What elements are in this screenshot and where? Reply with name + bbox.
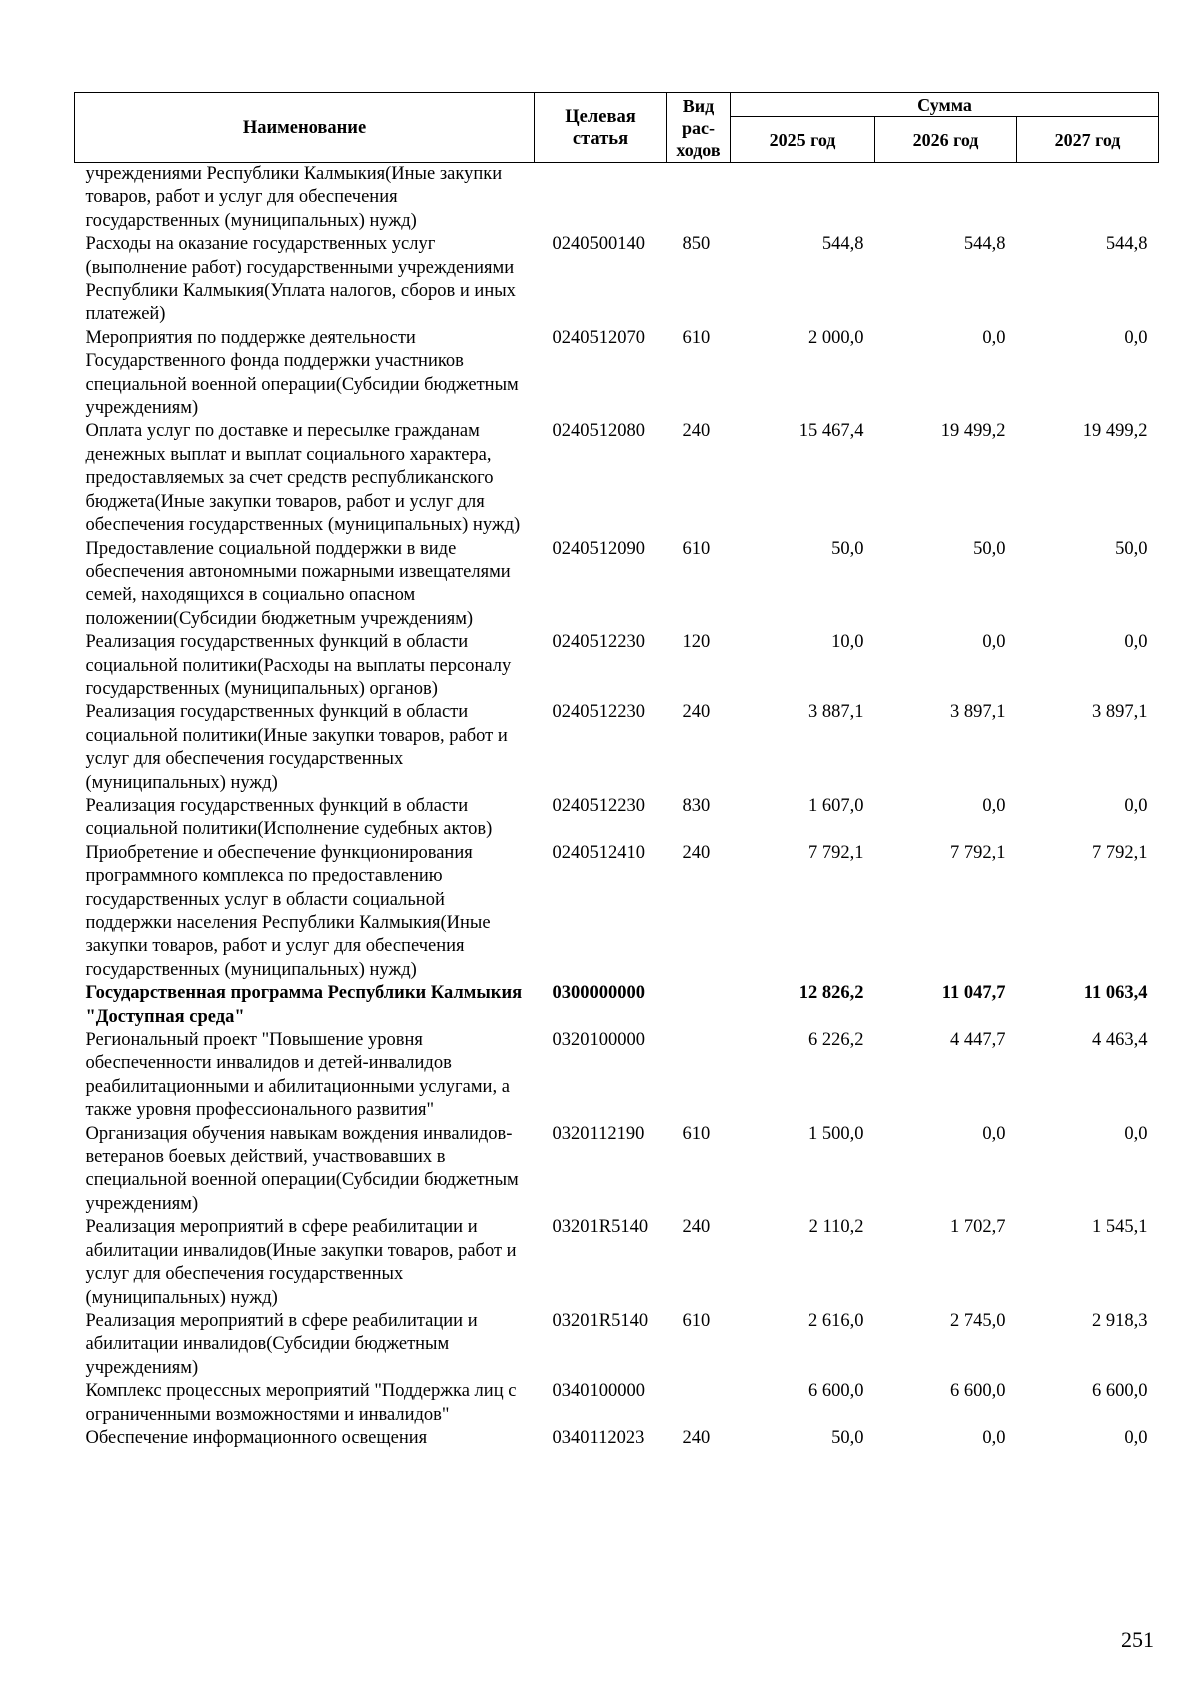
row-code: 0320112190 <box>552 1123 645 1144</box>
row-value-2027: 4 463,4 <box>1092 1030 1148 1051</box>
row-name: Приобретение и обеспечение функционирования программного комплекса по предоставлению государственных услуг в области социальной поддержки населения Республики Калмыкия(Иные закупки товаров, работ и услуг для обеспечения государственных (муниципальных) нужд) <box>85 842 491 980</box>
row-code: 0240512070 <box>552 327 645 348</box>
table-row <box>75 233 1159 327</box>
row-kind: 240 <box>682 702 711 723</box>
table-header <box>75 93 1159 163</box>
row-name: Предоставление социальной поддержки в виде обеспечения автономными пожарными извещателями семей, находящихся в социально опасном положении(Субсидии бюджетным учреждениям) <box>85 538 511 629</box>
row-value-2026: 3 897,1 <box>950 702 1006 723</box>
header-year-2027: 2027 год <box>1017 117 1159 163</box>
table-row <box>75 631 1159 701</box>
row-kind: 850 <box>682 234 711 255</box>
row-value-2026: 50,0 <box>973 538 1006 559</box>
row-value-2027: 6 600,0 <box>1092 1381 1148 1402</box>
header-sum: Сумма <box>731 93 1159 117</box>
table-row <box>75 1427 1159 1450</box>
row-kind: 240 <box>682 421 711 442</box>
row-value-2027: 544,8 <box>1105 234 1148 255</box>
row-code: 0240500140 <box>552 234 645 255</box>
row-value-2027: 11 063,4 <box>1083 983 1148 1004</box>
row-code <box>535 163 667 234</box>
row-code: 0240512230 <box>552 702 645 723</box>
row-code: 0340100000 <box>552 1381 645 1402</box>
row-code: 0240512080 <box>552 421 645 442</box>
header-year-2025: 2025 год <box>731 117 875 163</box>
header-year-2026: 2026 год <box>875 117 1017 163</box>
row-value-2027: 1 545,1 <box>1092 1217 1148 1238</box>
row-name: Реализация государственных функций в области социальной политики(Исполнение судебных актов) <box>85 795 493 840</box>
row-value-2027 <box>1017 163 1159 234</box>
row-name: Реализация государственных функций в области социальной политики(Расходы на выплаты персоналу государственных (муниципальных) органов) <box>85 632 512 699</box>
row-kind: 240 <box>682 1427 711 1448</box>
row-name: Региональный проект "Повышение уровня обеспеченности инвалидов и детей-инвалидов реабилитационными и абилитационными услугами, а также уровня профессионального развития" <box>85 1030 510 1121</box>
row-kind: 240 <box>682 842 711 863</box>
row-value-2026: 0,0 <box>982 1427 1006 1448</box>
row-value-2027: 0,0 <box>1124 632 1148 653</box>
row-name: Организация обучения навыкам вождения инвалидов-ветеранов боевых действий, участвовавших в специальной военной операции(Субсидии бюджетным учреждениям) <box>85 1123 519 1214</box>
row-value-2026: 0,0 <box>982 795 1006 816</box>
table-row <box>75 701 1159 795</box>
row-value-2025: 1 500,0 <box>808 1123 864 1144</box>
table-row <box>75 163 1159 234</box>
table-body <box>75 163 1159 1451</box>
row-value-2025: 6 226,2 <box>808 1030 864 1051</box>
row-value-2027: 2 918,3 <box>1092 1310 1148 1331</box>
row-value-2026: 11 047,7 <box>941 983 1006 1004</box>
row-code: 0300000000 <box>552 983 645 1004</box>
page-number: 251 <box>1121 1627 1154 1652</box>
table-row <box>75 1029 1159 1123</box>
row-value-2026: 7 792,1 <box>950 842 1006 863</box>
row-value-2027: 3 897,1 <box>1092 702 1148 723</box>
row-value-2025: 2 000,0 <box>808 327 864 348</box>
row-value-2027: 19 499,2 <box>1082 421 1148 442</box>
row-value-2025: 50,0 <box>831 538 864 559</box>
row-code: 03201R5140 <box>552 1310 649 1331</box>
row-value-2027: 0,0 <box>1124 1123 1148 1144</box>
row-code: 0340112023 <box>552 1427 645 1448</box>
table-row <box>75 795 1159 842</box>
row-value-2025 <box>731 163 875 234</box>
row-name: Государственная программа Республики Калмыкия "Доступная среда" <box>85 983 523 1027</box>
header-name: Наименование <box>75 93 535 163</box>
row-value-2025: 2 110,2 <box>808 1217 864 1238</box>
row-value-2025: 3 887,1 <box>808 702 864 723</box>
budget-table <box>74 92 1159 1450</box>
row-kind <box>667 163 731 234</box>
row-value-2027: 50,0 <box>1115 538 1148 559</box>
row-value-2027: 0,0 <box>1124 327 1148 348</box>
table-row <box>75 538 1159 632</box>
row-value-2026: 0,0 <box>982 632 1006 653</box>
row-code: 0240512090 <box>552 538 645 559</box>
row-kind: 830 <box>682 795 711 816</box>
row-value-2026: 6 600,0 <box>950 1381 1006 1402</box>
row-value-2027: 0,0 <box>1124 1427 1148 1448</box>
row-value-2026: 0,0 <box>982 327 1006 348</box>
row-name: Реализация мероприятий в сфере реабилитации и абилитации инвалидов(Иные закупки товаров, работ и услуг для обеспечения государственных (муниципальных) нужд) <box>85 1217 517 1308</box>
row-value-2026: 19 499,2 <box>940 421 1006 442</box>
row-code: 0240512230 <box>552 795 645 816</box>
row-kind: 610 <box>682 1123 711 1144</box>
header-code: Целевая статья <box>535 93 667 163</box>
row-kind <box>667 1029 731 1123</box>
row-kind: 240 <box>682 1217 711 1238</box>
row-kind: 610 <box>682 327 711 348</box>
header-kind: Вид рас-ходов <box>667 93 731 163</box>
row-value-2025: 10,0 <box>831 632 864 653</box>
row-value-2027: 0,0 <box>1124 795 1148 816</box>
row-value-2026: 1 702,7 <box>950 1217 1006 1238</box>
row-name: учреждениями Республики Калмыкия(Иные закупки товаров, работ и услуг для обеспечения государственных (муниципальных) нужд) <box>85 164 503 231</box>
row-value-2025: 6 600,0 <box>808 1381 864 1402</box>
row-value-2026: 544,8 <box>963 234 1006 255</box>
row-value-2025: 50,0 <box>831 1427 864 1448</box>
row-value-2025: 7 792,1 <box>808 842 864 863</box>
table-row <box>75 1380 1159 1427</box>
row-value-2025: 12 826,2 <box>798 983 864 1004</box>
table-row <box>75 1123 1159 1217</box>
row-name: Расходы на оказание государственных услуг (выполнение работ) государственными учреждениями Республики Калмыкия(Уплата налогов, сборов и иных платежей) <box>85 234 516 325</box>
row-value-2027: 7 792,1 <box>1092 842 1148 863</box>
row-kind: 120 <box>682 632 711 653</box>
row-value-2026: 0,0 <box>982 1123 1006 1144</box>
table-row <box>75 1310 1159 1380</box>
row-value-2025: 15 467,4 <box>798 421 864 442</box>
row-kind: 610 <box>682 1310 711 1331</box>
row-code: 0320100000 <box>552 1030 645 1051</box>
row-name: Реализация мероприятий в сфере реабилитации и абилитации инвалидов(Субсидии бюджетным учреждениям) <box>85 1310 478 1378</box>
table-row <box>75 327 1159 421</box>
row-value-2026: 2 745,0 <box>950 1310 1006 1331</box>
row-value-2026: 4 447,7 <box>950 1030 1006 1051</box>
row-value-2025: 544,8 <box>821 234 864 255</box>
row-code: 03201R5140 <box>552 1217 649 1238</box>
row-value-2025: 1 607,0 <box>808 795 864 816</box>
table-row <box>75 842 1159 982</box>
row-kind <box>667 982 731 1029</box>
row-kind <box>667 1380 731 1427</box>
row-code: 0240512410 <box>552 842 645 863</box>
row-name: Оплата услуг по доставке и пересылке гражданам денежных выплат и выплат социального характера, предоставляемых за счет средств республиканского бюджета(Иные закупки товаров, работ и услуг для обеспечения государственных (муниципальных) нужд) <box>85 421 521 536</box>
row-name: Мероприятия по поддержке деятельности Государственного фонда поддержки участников специальной военной операции(Субсидии бюджетным учреждениям) <box>85 327 519 419</box>
row-value-2026 <box>875 163 1017 234</box>
row-code: 0240512230 <box>552 632 645 653</box>
row-name: Реализация государственных функций в области социальной политики(Иные закупки товаров, работ и услуг для обеспечения государственных (муниципальных) нужд) <box>85 702 508 793</box>
row-value-2025: 2 616,0 <box>808 1310 864 1331</box>
row-kind: 610 <box>682 538 711 559</box>
table-row <box>75 1216 1159 1310</box>
row-name: Обеспечение информационного освещения <box>85 1427 428 1448</box>
row-name: Комплекс процессных мероприятий "Поддержка лиц с ограниченными возможностями и инвалидов" <box>85 1381 517 1425</box>
table-row <box>75 420 1159 537</box>
table-row <box>75 982 1159 1029</box>
